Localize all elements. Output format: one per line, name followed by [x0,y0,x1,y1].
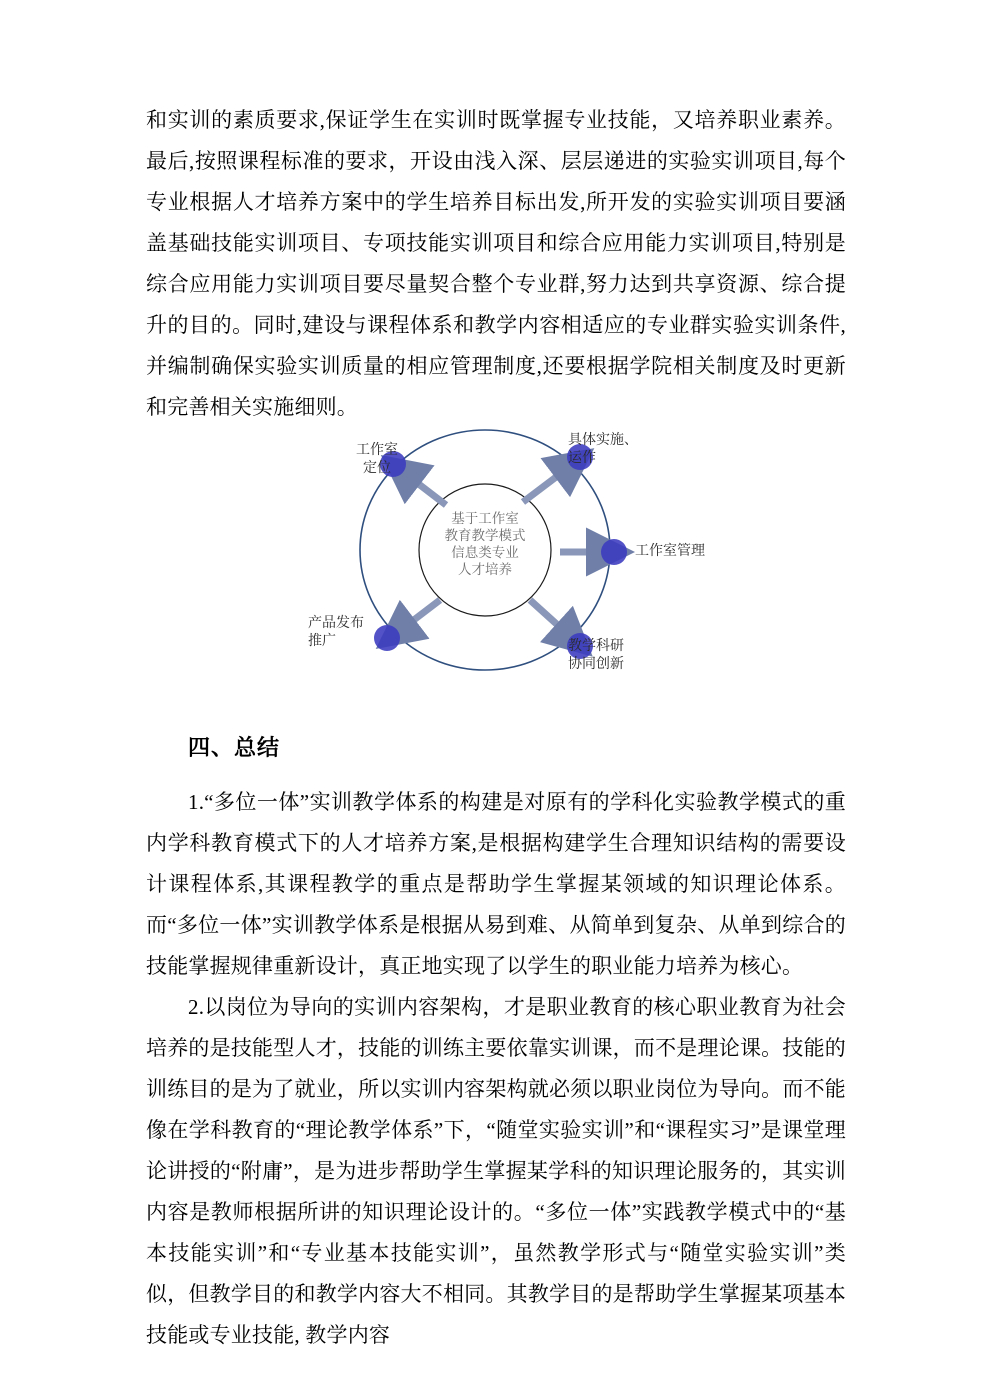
label-top-left-line-2: 定位 [363,461,391,476]
label-bottom-left-line-1: 产品发布 [308,616,364,631]
section-heading: 四、总结 [188,735,281,760]
paragraph-2: 2.以岗位为导向的实训内容架构，才是职业教育的核心职业教育为社会培养的是技能型人才，技能的训练主要依靠实训课，而不是理论课。技能的训练目的是为了就业，所以实训内容架构就必须以职业岗位为导向。而不能像在学科教育的“理论教学体系”下，“随堂实验实训”和“课程实习”是课堂理论讲授的“附庸”，是为进步帮助学生掌握某学科的知识理论服务的，其实训内容是教师根据所讲的知识理论设计的。“多位一体”实践教学模式中的“基本技能实训”和“专业基本技能实训”，虽然教学形式与“随堂实验实训”类似，但教学目的和教学内容大不相同。其教学目的是帮助学生掌握某项基本技能或专业技能, 教学内容 [146,995,846,1347]
label-node-top-right [568,432,638,468]
arrow-to-research [530,600,572,638]
label-node-right [635,543,705,561]
document-body [146,100,846,1356]
arrow-to-implementation [523,465,572,502]
label-bottom-right-line-1: 教学科研 [568,639,624,654]
label-node-top-left [340,442,414,478]
label-bottom-left-line-2: 推广 [308,634,336,649]
label-top-right-line-2: 运作 [568,451,596,466]
center-line-2: 教育教学模式 [444,528,526,543]
center-line-4: 人才培养 [458,562,512,577]
label-node-bottom-left [308,615,364,651]
paragraph-continued: 和实训的素质要求,保证学生在实训时既掌握专业技能，又培养职业素养。最后,按照课程标准的要求，开设由浅入深、层层递进的实验实训项目,每个专业根据人才培养方案中的学生培养目标出发,所开发的实验实训项目要涵盖基础技能实训项目、专项技能实训项目和综合应用能力实训项目,特别是综合应用能力实训项目要尽量契合整个专业群,努力达到共享资源、综合提升的目的。同时,建设与课程体系和教学内容相适应的专业群实验实训条件,并编制确保实验实训质量的相应管理制度,还要根据学院相关制度及时更新和完善相关实施细则。 [146,108,846,419]
label-top-left-line-1: 工作室 [356,443,398,458]
label-top-right-line-1: 具体实施、 [568,433,638,448]
workshop-model-diagram [280,410,710,700]
label-node-bottom-right [568,638,624,674]
node-right [601,539,627,565]
center-line-3: 信息类专业 [451,545,519,560]
center-label [420,510,550,578]
node-bottom-left [374,625,400,651]
arrow-to-promotion [398,600,440,632]
label-right-line-1: 工作室管理 [635,544,705,559]
center-line-1: 基于工作室 [451,511,519,526]
heading-spacer [146,768,846,782]
label-bottom-right-line-2: 协同创新 [568,657,624,672]
paragraph-1: 1.“多位一体”实训教学体系的构建是对原有的学科化实验教学模式的重内学科教育模式下的人才培养方案,是根据构建学生合理知识结构的需要设计课程体系,其课程教学的重点是帮助学生掌握某领域的知识理论体系。而“多位一体”实训教学体系是根据从易到难、从简单到复杂、从单到综合的技能掌握规律重新设计，真正地实现了以学生的职业能力培养为核心。 [146,790,846,978]
